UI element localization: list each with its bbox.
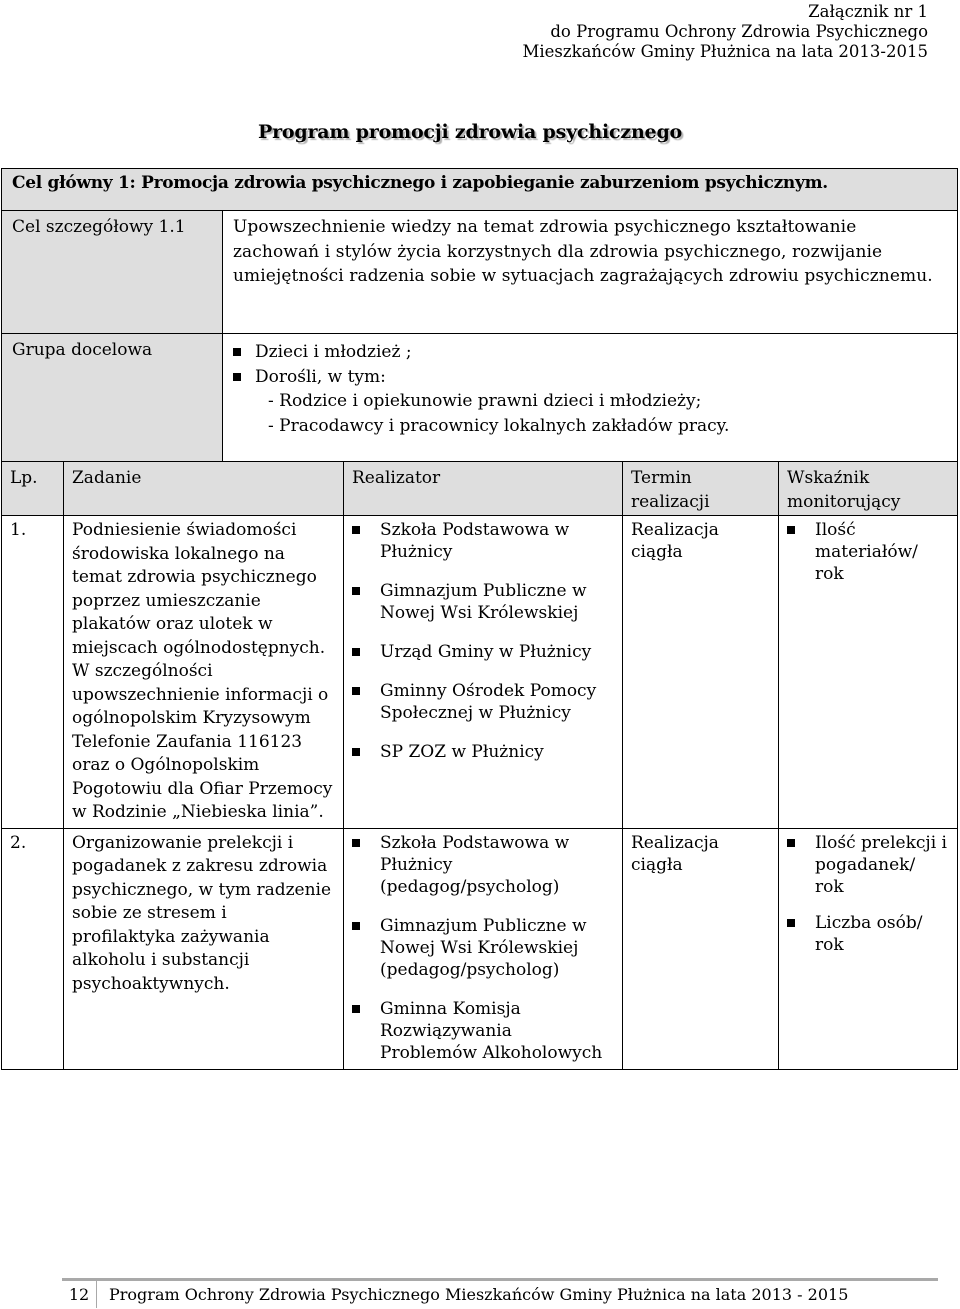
- bullet-square-icon: [352, 687, 360, 695]
- bullet-square-icon: [352, 526, 360, 534]
- bullet-square-icon: [352, 648, 360, 656]
- realizer-list: [344, 516, 623, 829]
- target-item: Dzieci i młodzież ;: [233, 340, 947, 365]
- term-text: Realizacja ciągła: [623, 516, 779, 829]
- target-group-list: [223, 334, 958, 465]
- bullet-square-icon: [352, 839, 360, 847]
- list-item: Ilość prelekcji i pogadanek/ rok: [787, 832, 949, 898]
- annex-line-1: Załącznik nr 1: [808, 2, 928, 21]
- table-header-row: [2, 462, 958, 516]
- specific-goal-label: Cel szczegółowy 1.1: [2, 211, 223, 334]
- header-indicator: Wskaźnik monitorujący: [779, 462, 958, 516]
- bullet-square-icon: [233, 373, 241, 381]
- page-footer: [62, 1278, 938, 1308]
- header-term: Termin realizacji: [623, 462, 779, 516]
- realizer-list: [344, 828, 623, 1069]
- task-text: Podniesienie świadomości środowiska lokalnego na temat zdrowia psychicznego poprzez umieszczanie plakatów oraz ulotek w miejscach ogólnodostępnych. W szczególności upowszechnienie informacji o ogólnopolskim Kryzysowym Telefonie Zaufania 116123 oraz o Ogólnopolskim Pogotowiu dla Ofiar Przemocy w Rodzinie „Niebieska linia”.: [64, 516, 344, 829]
- list-item: Szkoła Podstawowa w Płużnicy (pedagog/psycholog): [352, 832, 614, 898]
- annex-line-3: Mieszkańców Gminy Płużnica na lata 2013-2015: [522, 42, 928, 61]
- table-row: [2, 516, 958, 829]
- bullet-square-icon: [787, 839, 795, 847]
- list-item: Gminny Ośrodek Pomocy Społecznej w Płużnicy: [352, 680, 614, 724]
- annex-header: [523, 2, 929, 62]
- footer-text: Program Ochrony Zdrowia Psychicznego Mieszkańców Gminy Płużnica na lata 2013 - 2015: [109, 1285, 849, 1304]
- bullet-square-icon: [787, 919, 795, 927]
- bullet-square-icon: [352, 748, 360, 756]
- list-item: Szkoła Podstawowa w Płużnicy: [352, 519, 614, 563]
- list-item: Gimnazjum Publiczne w Nowej Wsi Królewskiej (pedagog/psycholog): [352, 915, 614, 981]
- annex-line-2: do Programu Ochrony Zdrowia Psychicznego: [550, 22, 928, 41]
- indicator-list: [779, 828, 958, 1069]
- tasks-table: [1, 461, 958, 1070]
- table-row: [2, 828, 958, 1069]
- specific-goal-text: Upowszechnienie wiedzy na temat zdrowia psychicznego kształtowanie zachowań i stylów życia korzystnych dla zdrowia psychicznego, rozwijanie umiejętności radzenia sobie w sytuacjach zagrażających zdrowiu psychicznemu.: [223, 211, 958, 334]
- task-text: Organizowanie prelekcji i pogadanek z zakresu zdrowia psychicznego, w tym radzenie sobie ze stresem i profilaktyka zażywania alkoholu i substancji psychoaktywnych.: [64, 828, 344, 1069]
- bullet-square-icon: [787, 526, 795, 534]
- bullet-square-icon: [352, 1005, 360, 1013]
- list-item: Urząd Gminy w Płużnicy: [352, 641, 614, 663]
- main-goal: Cel główny 1: Promocja zdrowia psychicznego i zapobieganie zaburzeniom psychicznym.: [2, 169, 958, 211]
- row-number: 2.: [2, 828, 64, 1069]
- target-subitem: - Rodzice i opiekunowie prawni dzieci i młodzieży;: [268, 391, 702, 411]
- goals-table: [1, 168, 958, 465]
- target-group-label: Grupa docelowa: [2, 334, 223, 465]
- term-text: Realizacja ciągła: [623, 828, 779, 1069]
- list-item: SP ZOZ w Płużnicy: [352, 741, 614, 763]
- header-lp: Lp.: [2, 462, 64, 516]
- row-number: 1.: [2, 516, 64, 829]
- list-item: Liczba osób/ rok: [787, 912, 949, 956]
- bullet-square-icon: [233, 348, 241, 356]
- list-item: Gimnazjum Publiczne w Nowej Wsi Królewskiej: [352, 580, 614, 624]
- list-item: Ilość materiałów/ rok: [787, 519, 949, 585]
- target-item: Dorośli, w tym:: [233, 365, 947, 390]
- page-number: 12: [62, 1281, 97, 1308]
- page-title: Program promocji zdrowia psychicznego: [257, 121, 682, 143]
- header-realizer: Realizator: [344, 462, 623, 516]
- target-subitem: - Pracodawcy i pracownicy lokalnych zakładów pracy.: [268, 415, 730, 436]
- indicator-list: [779, 516, 958, 829]
- list-item: Gminna Komisja Rozwiązywania Problemów Alkoholowych: [352, 998, 614, 1064]
- header-task: Zadanie: [64, 462, 344, 516]
- bullet-square-icon: [352, 922, 360, 930]
- bullet-square-icon: [352, 587, 360, 595]
